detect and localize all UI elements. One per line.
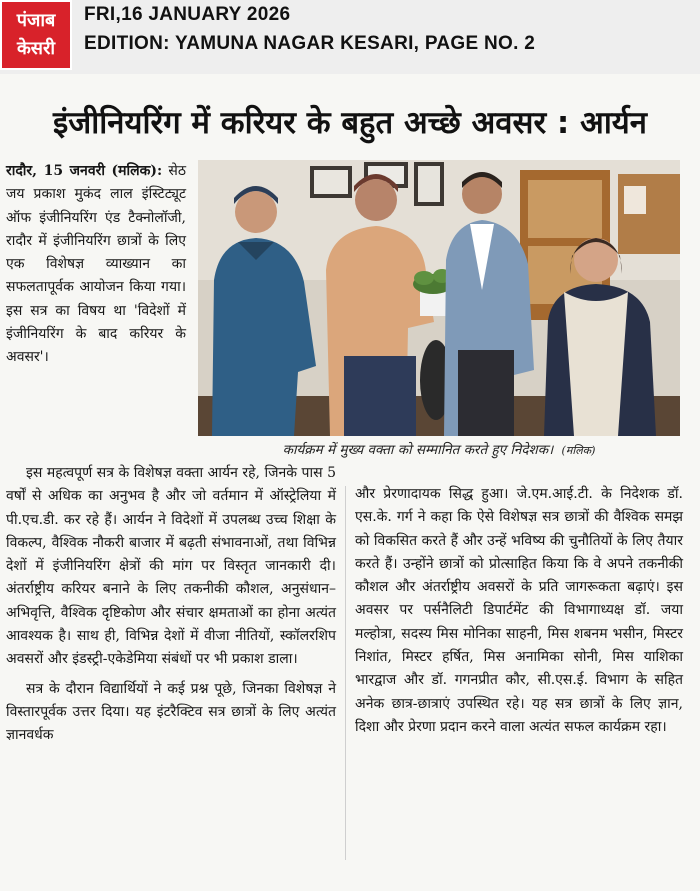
photo-caption [198, 440, 680, 458]
logo-line-2: केसरी [16, 38, 56, 59]
publication-date: FRI,16 JANUARY 2026 [84, 4, 291, 25]
newspaper-logo [0, 0, 72, 70]
article-intro [6, 160, 186, 370]
caption-text: कार्यक्रम में मुख्य वक्ता को सम्मानित करते हुए निदेशक। [282, 442, 554, 458]
article-column-left [6, 462, 336, 754]
article-paragraph-2: इस महत्वपूर्ण सत्र के विशेषज्ञ वक्ता आर्यन रहे, जिनके पास 5 वर्षों से अधिक का अनुभव है और जो वर्तमान में ऑस्ट्रेलिया में पी.एच.डी. कर रहे हैं। आर्यन ने विदेशों में उपलब्ध उच्च शिक्षा के विकल्प, वैश्विक नौकरी बाजार में बढ़ती संभावनाओं, तथा विभिन्न देशों में इंजीनियरिंग क्षेत्रों की मांग पर विस्तृत जानकारी दी। अंतर्राष्ट्रीय करियर बनाने के लिए तकनीकी कौशल, अनुसंधान–अभिवृत्ति, वैश्विक दृष्टिकोण और संचार क्षमताओं का होना अत्यंत आवश्यक है। साथ ही, विभिन्न देशों में वीजा नीतियों, स्कॉलरशिप अवसरों और इंडस्ट्री-एकेडेमिया संबंधों पर भी प्रकाश डाला। [6, 465, 336, 668]
article-headline: इंजीनियरिंग में करियर के बहुत अच्छे अवसर : आर्यन [53, 105, 647, 141]
edition-info: EDITION: YAMUNA NAGAR KESARI, PAGE NO. 2 [84, 33, 536, 54]
intro-paragraph: सेठ जय प्रकाश मुकंद लाल इंस्टिट्यूट ऑफ इंजीनियरिंग एंड टैक्नोलॉजी, रादौर में इंजीनियरिंग छात्रों के लिए एक विशेषज्ञ व्याख्यान का सफलतापूर्वक आयोजन किया गया। इस सत्र का विषय था 'विदेशों में इंजीनियरिंग के बाद करियर के अवसर'। [6, 163, 186, 366]
masthead [0, 0, 700, 74]
article-column-right [355, 483, 683, 745]
article-paragraph-4: और प्रेरणादायक सिद्ध हुआ। जे.एम.आई.टी. के निदेशक डॉ. एस.के. गर्ग ने कहा कि ऐसे विशेषज्ञ सत्र छात्रों की वैश्विक समझ को विकसित करते हैं और उन्हें भविष्य की चुनौतियों के लिए तैयार करते हैं। उन्होंने छात्रों को प्रोत्साहित किया कि वे अपने तकनीकी कौशल और अंतर्राष्ट्रीय अवसरों के प्रति जागरूकता बढ़ाएं। इस अवसर पर पर्सनैलिटी डिपार्टमेंट की विभागाध्यक्ष डॉ. जया मल्होत्रा, सदस्य मिस मोनिका साहनी, मिस शबनम भसीन, मिस्टर निशांत, मिस्टर हर्षित, मिस अनामिका सोनी, मिस याशिका भारद्वाज और डॉ. गगनप्रीत कौर, सी.एस.ई. विभाग के सहित अनेक छात्र-छात्राएं उपस्थित रहे। यह सत्र छात्रों के लिए ज्ञान, दिशा और प्रेरणा प्रदान करने वाला अत्यंत सफल कार्यक्रम रहा। [355, 486, 683, 735]
column-divider [345, 486, 346, 860]
logo-line-1: पंजाब [16, 10, 56, 31]
article-paragraph-3: सत्र के दौरान विद्यार्थियों ने कई प्रश्न पूछे, जिनका विशेषज्ञ ने विस्तारपूर्वक उत्तर दिया। यह इंटरैक्टिव सत्र छात्रों के लिए अत्यंत ज्ञानवर्धक [6, 680, 336, 744]
caption-credit: (मलिक) [561, 444, 596, 457]
dateline: रादौर, 15 जनवरी (मलिक): [6, 163, 163, 179]
event-photo [198, 160, 680, 436]
